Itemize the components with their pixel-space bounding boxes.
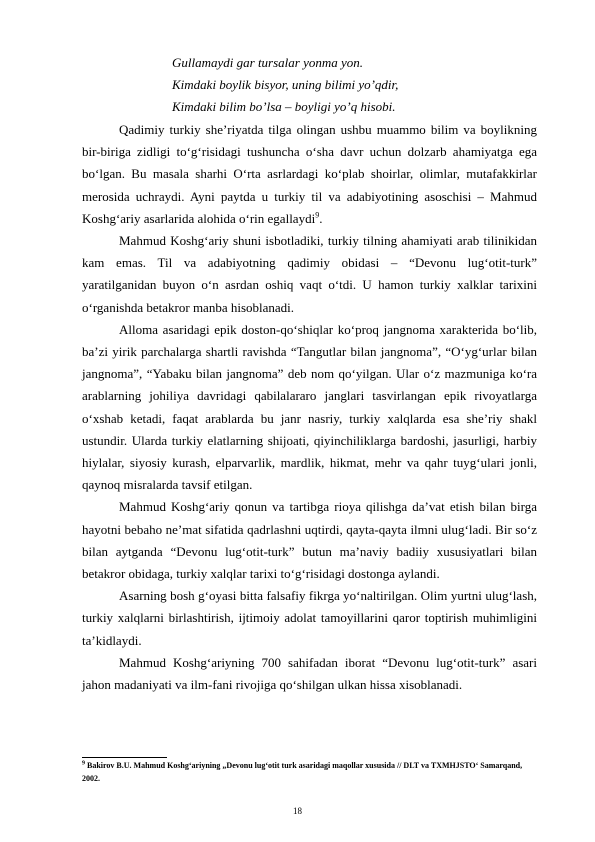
- paragraph-text: Mahmud Koshg‘ariyning 700 sahifadan iborat “Devonu lug‘otit-turk” asari jahon madaniyati va ilm-fani rivojiga qo‘shilgan ulkan hissa xisoblanadi.: [82, 654, 537, 693]
- paragraph: [82, 119, 537, 230]
- paragraph-text: Alloma asaridagi epik doston-qo‘shiqlar ko‘proq jangnoma xarakterida bo‘lib, ba’zi yirik parchalarga shartli ravishda “Tangutlar bilan jangnoma”, “O‘yg‘urlar bilan jangnoma”, “Yabaku bilan jangnoma” deb nom qo‘yilgan. Ular o‘z mazmuniga ko‘ra arablarning johiliya davridagi qabilalararo janglari tasvirlangan epik rivoyatlarga o‘xshab ketadi, faqat arablarda bu janr nasriy, turkiy xalqlarda esa she’riy shakl ustundir. Ularda turkiy elatlarning shijoati, qiyinchiliklarga bardoshi, jasurligi, harbiy hiylalar, siyosiy kurash, elparvarlik, mardlik, hikmat, mehr va qahr tuyg‘ulari jonli, qaynoq misralarda tavsif etilgan.: [82, 321, 537, 493]
- footnote: [82, 759, 537, 785]
- poem-line: Gullamaydi gar tursalar yonma yon.: [172, 55, 364, 70]
- footnote-reference[interactable]: 9: [315, 210, 320, 220]
- body-text: [82, 119, 537, 696]
- footnote-divider: [82, 757, 167, 758]
- footnote-text: Bakirov B.U. Mahmud Koshg‘ariyning „Devonu lug‘otit turk asaridagi maqollar xususida // DLT va TXMHJSTO‘ Samarqand, 2002.: [82, 761, 523, 783]
- footnote-number: 9: [82, 760, 85, 767]
- paragraph-text: Qadimiy turkiy she’riyatda tilga olingan ushbu muammo bilim va boylikning bir-biriga zidligi to‘g‘risidagi tushuncha o‘sha davr uchun dolzarb ahamiyatga ega bo‘lgan. Bu masala sharhi O‘rta asrlardagi ko‘plab shoirlar, olimlar, mutafakkirlar merosida uchraydi. Ayni paytda u turkiy til va adabiyotining asoschisi – Mahmud Koshg‘ariy asarlarida alohida o‘rin egallaydi: [82, 122, 537, 226]
- poem-line: Kimdaki boylik bisyor, uning bilimi yo’qdir,: [172, 77, 399, 92]
- paragraph-text: Mahmud Koshg‘ariy shuni isbotladiki, turkiy tilning ahamiyati arab tilinikidan kam emas. Til va adabiyotning qadimiy obidasi – “Devonu lug‘otit-turk” yaratilganidan buyon o‘n asrdan oshiq vaqt o‘tdi. U hamon turkiy xalklar tarixini o‘rganishda betakror manba hisoblanadi.: [82, 233, 537, 315]
- paragraph: [82, 496, 537, 585]
- paragraph: [82, 230, 537, 319]
- paragraph-text: Mahmud Koshg‘ariy qonun va tartibga rioya qilishga da’vat etish bilan birga hayotni bebaho ne’mat sifatida qadrlashni uqtirdi, qayta-qayta ilmni ulug‘ladi. Bir so‘z bilan aytganda “Devonu lug‘otit-turk” butun ma’naviy badiiy xususiyatlari bilan betakror obidaga, turkiy xalqlar tarixi to‘g‘risidagi dostonga aylandi.: [82, 499, 537, 582]
- poem-line: Kimdaki bilim bo’lsa – boyligi yo’q hisobi.: [172, 99, 396, 114]
- paragraph: [82, 585, 537, 652]
- paragraph: [82, 652, 537, 696]
- page-number: 18: [293, 806, 302, 816]
- poem-block: [172, 52, 552, 118]
- paragraph-text: Asarning bosh g‘oyasi bitta falsafiy fikrga yo‘naltirilgan. Olim yurtni ulug‘lash, turkiy xalqlarni birlashtirish, ijtimoiy adolat tamoyillarini qaror toptirish muhimligini ta’kidlaydi.: [82, 588, 537, 648]
- paragraph: [82, 319, 537, 497]
- paragraph-text-end: .: [319, 210, 323, 226]
